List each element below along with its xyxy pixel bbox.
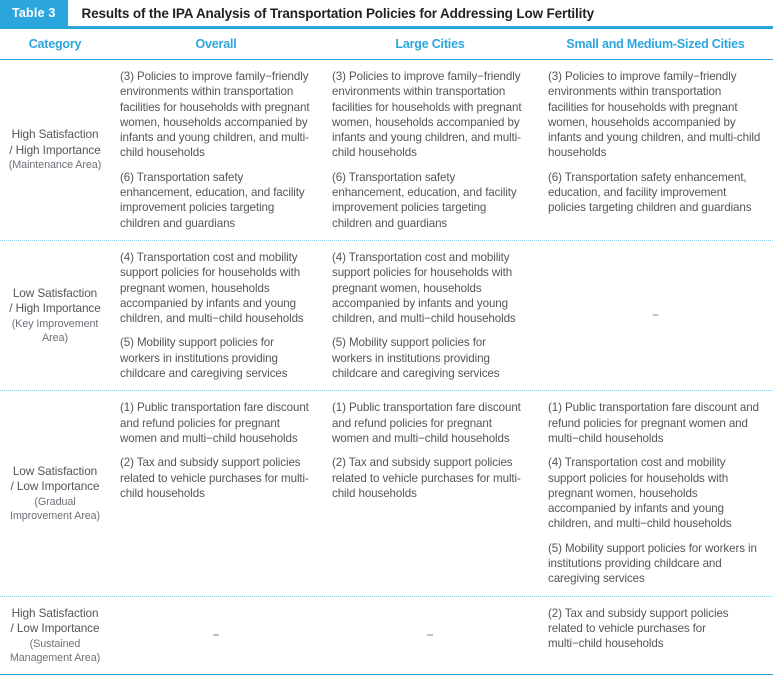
- cell-large-cities: [322, 60, 538, 240]
- cell-overall: [110, 241, 322, 390]
- cell-overall: [110, 60, 322, 240]
- category-label: Low Satisfaction / High Importance: [9, 285, 101, 316]
- policy-item: (5) Mobility support policies for workers in institutions providing childcare and caregiving services: [332, 336, 500, 381]
- policy-item: (4) Transportation cost and mobility support policies for households with pregnant women, households accompanied by infants and young children, and multi−child households: [548, 456, 732, 531]
- policy-item: (5) Mobility support policies for workers in institutions providing childcare and caregiving services: [120, 336, 288, 381]
- column-header-large-cities: Large Cities: [395, 37, 465, 51]
- cell-small-medium-cities: [538, 241, 773, 390]
- table-body: [0, 60, 773, 674]
- policy-item: (3) Policies to improve family−friendly environments within transportation facilities for households with pregnant women, households accompanied by infants and young children, and multi-child households: [332, 70, 522, 160]
- table-row: [0, 241, 773, 391]
- column-header-small-medium-cities: Small and Medium-Sized Cities: [566, 37, 745, 51]
- policy-item: (2) Tax and subsidy support policies related to vehicle purchases for multi-child households: [332, 456, 521, 500]
- category-sublabel: (Sustained Management Area): [9, 637, 101, 664]
- cell-small-medium-cities: [538, 391, 773, 595]
- cell-category: [0, 60, 110, 240]
- cell-small-medium-cities: [538, 597, 773, 674]
- table-header-row: [0, 29, 773, 60]
- cell-category: [0, 391, 110, 595]
- cell-overall: [110, 597, 322, 674]
- table-row: [0, 391, 773, 596]
- column-header-category: Category: [28, 37, 82, 51]
- category-label: High Satisfaction / Low Importance: [10, 605, 100, 636]
- cell-small-medium-cities: [538, 60, 773, 240]
- cell-large-cities: [322, 241, 538, 390]
- policy-item: (4) Transportation cost and mobility support policies for households with pregnant women, households accompanied by infants and young children, and multi−child households: [332, 250, 516, 326]
- table-row: [0, 60, 773, 241]
- empty-value-dash: −: [652, 308, 659, 322]
- policy-item: (5) Mobility support policies for workers in institutions providing childcare and caregiving services: [548, 541, 757, 586]
- policy-item: (1) Public transportation fare discount and refund policies for pregnant women and multi−child households: [332, 401, 521, 445]
- policy-item: (3) Policies to improve family−friendly environments within transportation facilities for households with pregnant women, households accompanied by infants and young children, and multi-child households: [120, 70, 310, 160]
- category-label: High Satisfaction / High Importance: [9, 127, 101, 157]
- category-sublabel: (Maintenance Area): [8, 159, 102, 172]
- table-row: [0, 597, 773, 674]
- category-sublabel: (Gradual Improvement Area): [9, 495, 101, 522]
- cell-category: [0, 597, 110, 674]
- policy-item: (2) Tax and subsidy support policies related to vehicle purchases for multi-child households: [120, 456, 309, 500]
- cell-large-cities: [322, 391, 538, 595]
- empty-value-dash: −: [426, 627, 434, 642]
- table-number-badge: Table 3: [0, 0, 68, 26]
- category-label: Low Satisfaction / Low Importance: [10, 463, 100, 494]
- policy-item: (1) Public transportation fare discount and refund policies for pregnant women and multi−child households: [120, 401, 309, 445]
- policy-item: (1) Public transportation fare discount and refund policies for pregnant women and multi−child households: [548, 401, 759, 445]
- policy-item: (6) Transportation safety enhancement, education, and facility improvement policies targeting children and guardians: [120, 170, 305, 230]
- empty-value-dash: −: [212, 627, 220, 642]
- policy-item: (2) Tax and subsidy support policies related to vehicle purchases for multi−child households: [548, 606, 729, 651]
- policy-item: (6) Transportation safety enhancement, education, and facility improvement policies targeting children and guardians: [548, 170, 752, 215]
- policy-item: (6) Transportation safety enhancement, education, and facility improvement policies targeting children and guardians: [332, 170, 517, 230]
- policy-item: (4) Transportation cost and mobility support policies for households with pregnant women, households accompanied by infants and young children, and multi−child households: [120, 250, 304, 326]
- column-header-overall: Overall: [195, 37, 237, 51]
- category-sublabel: (Key Improvement Area): [11, 317, 99, 345]
- table-caption-bar: [0, 0, 773, 29]
- cell-large-cities: [322, 597, 538, 674]
- cell-overall: [110, 391, 322, 595]
- table-title: Results of the IPA Analysis of Transportation Policies for Addressing Low Fertility: [81, 5, 594, 21]
- cell-category: [0, 241, 110, 390]
- policy-item: (3) Policies to improve family−friendly environments within transportation facilities for households with pregnant women, households accompanied by infants and young children, and multi-child households: [548, 70, 761, 160]
